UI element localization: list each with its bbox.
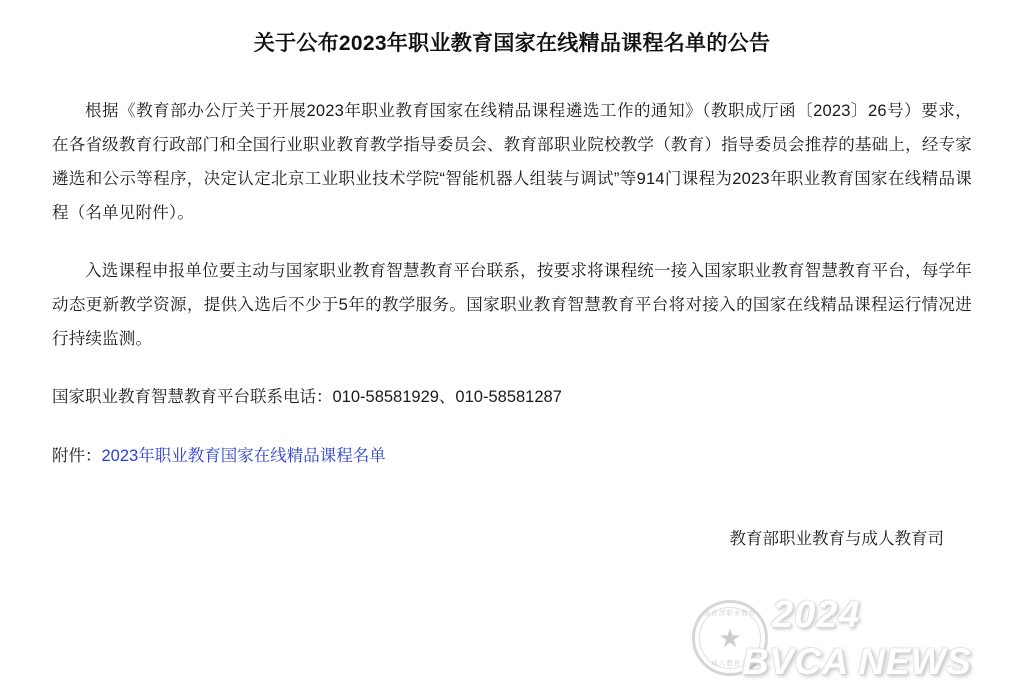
signature-line: 教育部职业教育与成人教育司 (729, 529, 944, 548)
watermark-year: 2024 (772, 594, 861, 636)
page-title: 关于公布2023年职业教育国家在线精品课程名单的公告 (253, 32, 771, 55)
attachment-label: 附件： (52, 446, 102, 465)
paragraph-2: 入选课程申报单位要主动与国家职业教育智慧教育平台联系，按要求将课程统一接入国家职业教育智慧教育平台，每学年动态更新教学资源，提供入选后不少于5年的教学服务。国家职业教育智慧教育平台将对接入的国家在线精品课程运行情况进行持续监测。 (52, 262, 972, 349)
document-body (52, 94, 972, 555)
paragraph-1: 根据《教育部办公厅关于开展2023年职业教育国家在线精品课程遴选工作的通知》（教职成厅函〔2023〕26号）要求，在各省级教育行政部门和全国行业职业教育教学指导委员会、教育部职业院校教学（教育）指导委员会推荐的基础上，经专家遴选和公示等程序，决定认定北京工业职业技术学院“智能机器人组装与调试”等914门课程为2023年职业教育国家在线精品课程（名单见附件）。 (52, 101, 972, 222)
watermark-brand: BVCA NEWS (742, 641, 972, 682)
official-seal-icon (692, 600, 768, 676)
seal-inner-ring (699, 607, 761, 669)
attachment-row (52, 439, 972, 473)
seal-bottom-text: 成人教育司 (711, 660, 749, 667)
attachment-link[interactable]: 2023年职业教育国家在线精品课程名单 (101, 446, 386, 465)
watermark-group (686, 592, 1016, 682)
seal-top-text: 教育部职业教育 (703, 610, 757, 617)
contact-phone-line: 国家职业教育智慧教育平台联系电话：010-58581929、010-58581287 (52, 388, 562, 407)
seal-star-icon: ★ (718, 623, 742, 653)
